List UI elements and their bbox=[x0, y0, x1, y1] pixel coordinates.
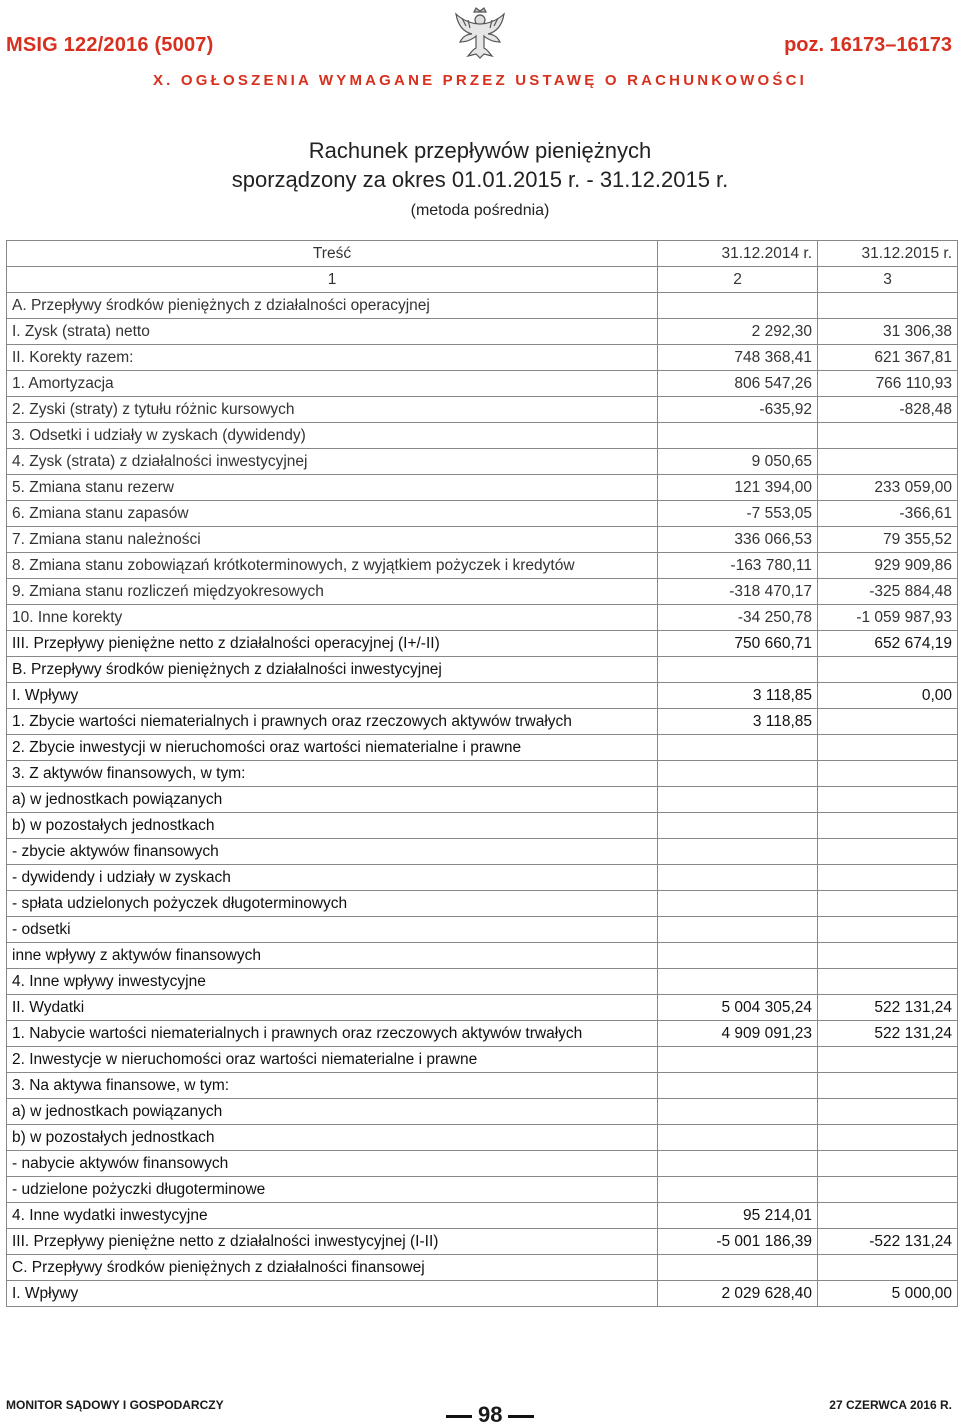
value-2014: -635,92 bbox=[658, 397, 818, 423]
value-2014: 121 394,00 bbox=[658, 475, 818, 501]
row-label: I. Zysk (strata) netto bbox=[7, 319, 658, 345]
value-2014 bbox=[658, 1151, 818, 1177]
table-row bbox=[7, 1099, 958, 1125]
value-2015: 79 355,52 bbox=[818, 527, 958, 553]
value-2015: -325 884,48 bbox=[818, 579, 958, 605]
value-2014: 9 050,65 bbox=[658, 449, 818, 475]
table-row bbox=[7, 839, 958, 865]
row-label: - udzielone pożyczki długoterminowe bbox=[7, 1177, 658, 1203]
value-2014 bbox=[658, 1047, 818, 1073]
column-number: 2 bbox=[658, 267, 818, 293]
journal-issue: MSIG 122/2016 (5007) bbox=[6, 34, 214, 56]
value-2015: -522 131,24 bbox=[818, 1229, 958, 1255]
value-2014: 336 066,53 bbox=[658, 527, 818, 553]
table-row bbox=[7, 683, 958, 709]
value-2015 bbox=[818, 1099, 958, 1125]
row-label: B. Przepływy środków pieniężnych z działalności inwestycyjnej bbox=[7, 657, 658, 683]
row-label: - nabycie aktywów finansowych bbox=[7, 1151, 658, 1177]
value-2014 bbox=[658, 1073, 818, 1099]
row-label: a) w jednostkach powiązanych bbox=[7, 1099, 658, 1125]
document-method: (metoda pośrednia) bbox=[410, 202, 550, 219]
table-row bbox=[7, 501, 958, 527]
table-row bbox=[7, 423, 958, 449]
header-cell-content: Treść bbox=[7, 241, 658, 267]
table-row bbox=[7, 371, 958, 397]
value-2014 bbox=[658, 735, 818, 761]
row-label: b) w pozostałych jednostkach bbox=[7, 1125, 658, 1151]
value-2015: 5 000,00 bbox=[818, 1281, 958, 1307]
row-label: 1. Zbycie wartości niematerialnych i prawnych oraz rzeczowych aktywów trwałych bbox=[7, 709, 658, 735]
value-2015 bbox=[818, 787, 958, 813]
value-2015 bbox=[818, 1177, 958, 1203]
value-2015: 233 059,00 bbox=[818, 475, 958, 501]
row-label: 4. Zysk (strata) z działalności inwestycyjnej bbox=[7, 449, 658, 475]
row-label: I. Wpływy bbox=[7, 683, 658, 709]
value-2014: -7 553,05 bbox=[658, 501, 818, 527]
value-2015: 621 367,81 bbox=[818, 345, 958, 371]
value-2015 bbox=[818, 293, 958, 319]
value-2015 bbox=[818, 1151, 958, 1177]
value-2014: 4 909 091,23 bbox=[658, 1021, 818, 1047]
table-row bbox=[7, 995, 958, 1021]
value-2014 bbox=[658, 787, 818, 813]
table-row bbox=[7, 969, 958, 995]
document-title: Rachunek przepływów pieniężnych bbox=[308, 138, 652, 163]
dash-right bbox=[508, 1415, 534, 1418]
table-row bbox=[7, 709, 958, 735]
value-2015 bbox=[818, 735, 958, 761]
footer-date: 27 CZERWCA 2016 R. bbox=[829, 1398, 952, 1412]
polish-eagle-emblem-icon bbox=[452, 4, 508, 60]
value-2015 bbox=[818, 917, 958, 943]
value-2014 bbox=[658, 891, 818, 917]
table-row bbox=[7, 917, 958, 943]
value-2014 bbox=[658, 839, 818, 865]
section-title: X. OGŁOSZENIA WYMAGANE PRZEZ USTAWĘ O RACHUNKOWOŚCI bbox=[152, 72, 808, 89]
table-row bbox=[7, 891, 958, 917]
table-row bbox=[7, 1229, 958, 1255]
row-label: 4. Inne wydatki inwestycyjne bbox=[7, 1203, 658, 1229]
row-label: 4. Inne wpływy inwestycyjne bbox=[7, 969, 658, 995]
value-2014 bbox=[658, 1125, 818, 1151]
column-number: 3 bbox=[818, 267, 958, 293]
row-label: 9. Zmiana stanu rozliczeń międzyokresowych bbox=[7, 579, 658, 605]
value-2014: -34 250,78 bbox=[658, 605, 818, 631]
value-2014: 2 292,30 bbox=[658, 319, 818, 345]
row-label: b) w pozostałych jednostkach bbox=[7, 813, 658, 839]
value-2014: -5 001 186,39 bbox=[658, 1229, 818, 1255]
value-2014 bbox=[658, 657, 818, 683]
value-2014 bbox=[658, 917, 818, 943]
row-label: III. Przepływy pieniężne netto z działalności inwestycyjnej (I-II) bbox=[7, 1229, 658, 1255]
row-label: 6. Zmiana stanu zapasów bbox=[7, 501, 658, 527]
row-label: - odsetki bbox=[7, 917, 658, 943]
table-row bbox=[7, 865, 958, 891]
value-2014: 5 004 305,24 bbox=[658, 995, 818, 1021]
value-2015: 31 306,38 bbox=[818, 319, 958, 345]
value-2015 bbox=[818, 891, 958, 917]
row-label: II. Korekty razem: bbox=[7, 345, 658, 371]
table-row bbox=[7, 397, 958, 423]
value-2015 bbox=[818, 1203, 958, 1229]
value-2015 bbox=[818, 813, 958, 839]
position-number: poz. 16173–16173 bbox=[784, 34, 952, 56]
value-2014 bbox=[658, 293, 818, 319]
value-2014: -318 470,17 bbox=[658, 579, 818, 605]
value-2015 bbox=[818, 969, 958, 995]
row-label: A. Przepływy środków pieniężnych z działalności operacyjnej bbox=[7, 293, 658, 319]
value-2015: -828,48 bbox=[818, 397, 958, 423]
row-label: - zbycie aktywów finansowych bbox=[7, 839, 658, 865]
value-2015: 0,00 bbox=[818, 683, 958, 709]
table-row bbox=[7, 813, 958, 839]
value-2015 bbox=[818, 709, 958, 735]
value-2015 bbox=[818, 423, 958, 449]
row-label: inne wpływy z aktywów finansowych bbox=[7, 943, 658, 969]
document-period: sporządzony za okres 01.01.2015 r. - 31.12.2015 r. bbox=[231, 167, 729, 192]
row-label: 3. Na aktywa finansowe, w tym: bbox=[7, 1073, 658, 1099]
row-label: 2. Zyski (straty) z tytułu różnic kursowych bbox=[7, 397, 658, 423]
value-2015 bbox=[818, 657, 958, 683]
table-row bbox=[7, 1151, 958, 1177]
page-number: 98 bbox=[478, 1402, 503, 1427]
row-label: II. Wydatki bbox=[7, 995, 658, 1021]
row-label: 8. Zmiana stanu zobowiązań krótkoterminowych, z wyjątkiem pożyczek i kredytów bbox=[7, 553, 658, 579]
value-2014: 3 118,85 bbox=[658, 709, 818, 735]
row-label: 1. Amortyzacja bbox=[7, 371, 658, 397]
value-2014: 806 547,26 bbox=[658, 371, 818, 397]
cash-flow-table bbox=[6, 240, 958, 1307]
value-2015 bbox=[818, 1125, 958, 1151]
table-row bbox=[7, 761, 958, 787]
value-2015: -366,61 bbox=[818, 501, 958, 527]
table-row bbox=[7, 631, 958, 657]
row-label: 10. Inne korekty bbox=[7, 605, 658, 631]
table-row bbox=[7, 1255, 958, 1281]
value-2014 bbox=[658, 943, 818, 969]
value-2014 bbox=[658, 761, 818, 787]
table-row bbox=[7, 293, 958, 319]
value-2014: 2 029 628,40 bbox=[658, 1281, 818, 1307]
row-label: 3. Odsetki i udziały w zyskach (dywidendy) bbox=[7, 423, 658, 449]
header-row bbox=[7, 241, 958, 267]
table-row bbox=[7, 553, 958, 579]
row-label: 2. Zbycie inwestycji w nieruchomości oraz wartości niematerialne i prawne bbox=[7, 735, 658, 761]
value-2015 bbox=[818, 943, 958, 969]
value-2015 bbox=[818, 449, 958, 475]
value-2014: 748 368,41 bbox=[658, 345, 818, 371]
header-cell-2015: 31.12.2015 r. bbox=[818, 241, 958, 267]
table-row bbox=[7, 527, 958, 553]
table-row bbox=[7, 1021, 958, 1047]
value-2014: 3 118,85 bbox=[658, 683, 818, 709]
value-2014 bbox=[658, 1099, 818, 1125]
table-row bbox=[7, 735, 958, 761]
value-2015 bbox=[818, 1073, 958, 1099]
table-row bbox=[7, 319, 958, 345]
table-row bbox=[7, 345, 958, 371]
table-row bbox=[7, 1125, 958, 1151]
table-row bbox=[7, 1073, 958, 1099]
row-label: I. Wpływy bbox=[7, 1281, 658, 1307]
row-label: 3. Z aktywów finansowych, w tym: bbox=[7, 761, 658, 787]
value-2014 bbox=[658, 969, 818, 995]
column-number-row bbox=[7, 267, 958, 293]
value-2015: 522 131,24 bbox=[818, 995, 958, 1021]
value-2014 bbox=[658, 1255, 818, 1281]
value-2015: 652 674,19 bbox=[818, 631, 958, 657]
row-label: - spłata udzielonych pożyczek długoterminowych bbox=[7, 891, 658, 917]
row-label: - dywidendy i udziały w zyskach bbox=[7, 865, 658, 891]
value-2015 bbox=[818, 865, 958, 891]
value-2015: -1 059 987,93 bbox=[818, 605, 958, 631]
value-2015 bbox=[818, 1047, 958, 1073]
table-row bbox=[7, 605, 958, 631]
value-2014: 95 214,01 bbox=[658, 1203, 818, 1229]
column-number: 1 bbox=[7, 267, 658, 293]
value-2015: 766 110,93 bbox=[818, 371, 958, 397]
value-2014 bbox=[658, 865, 818, 891]
value-2014 bbox=[658, 1177, 818, 1203]
footer-publication: MONITOR SĄDOWY I GOSPODARCZY bbox=[6, 1398, 224, 1412]
row-label: a) w jednostkach powiązanych bbox=[7, 787, 658, 813]
table-row bbox=[7, 1047, 958, 1073]
row-label: 2. Inwestycje w nieruchomości oraz wartości niematerialne i prawne bbox=[7, 1047, 658, 1073]
table-row bbox=[7, 1203, 958, 1229]
header-cell-2014: 31.12.2014 r. bbox=[658, 241, 818, 267]
row-label: III. Przepływy pieniężne netto z działalności operacyjnej (I+/-II) bbox=[7, 631, 658, 657]
table-row bbox=[7, 787, 958, 813]
value-2014: 750 660,71 bbox=[658, 631, 818, 657]
row-label: 7. Zmiana stanu należności bbox=[7, 527, 658, 553]
value-2014: -163 780,11 bbox=[658, 553, 818, 579]
table-row bbox=[7, 943, 958, 969]
dash-left bbox=[446, 1415, 472, 1418]
value-2015 bbox=[818, 761, 958, 787]
value-2014 bbox=[658, 423, 818, 449]
value-2014 bbox=[658, 813, 818, 839]
table-row bbox=[7, 657, 958, 683]
value-2015: 522 131,24 bbox=[818, 1021, 958, 1047]
table-row bbox=[7, 449, 958, 475]
row-label: 1. Nabycie wartości niematerialnych i prawnych oraz rzeczowych aktywów trwałych bbox=[7, 1021, 658, 1047]
value-2015 bbox=[818, 839, 958, 865]
page-number-block bbox=[440, 1402, 540, 1428]
row-label: 5. Zmiana stanu rezerw bbox=[7, 475, 658, 501]
table-row bbox=[7, 475, 958, 501]
table-row bbox=[7, 579, 958, 605]
table-row bbox=[7, 1281, 958, 1307]
table-row bbox=[7, 1177, 958, 1203]
document-title-block bbox=[180, 136, 780, 220]
value-2015 bbox=[818, 1255, 958, 1281]
row-label: C. Przepływy środków pieniężnych z działalności finansowej bbox=[7, 1255, 658, 1281]
value-2015: 929 909,86 bbox=[818, 553, 958, 579]
